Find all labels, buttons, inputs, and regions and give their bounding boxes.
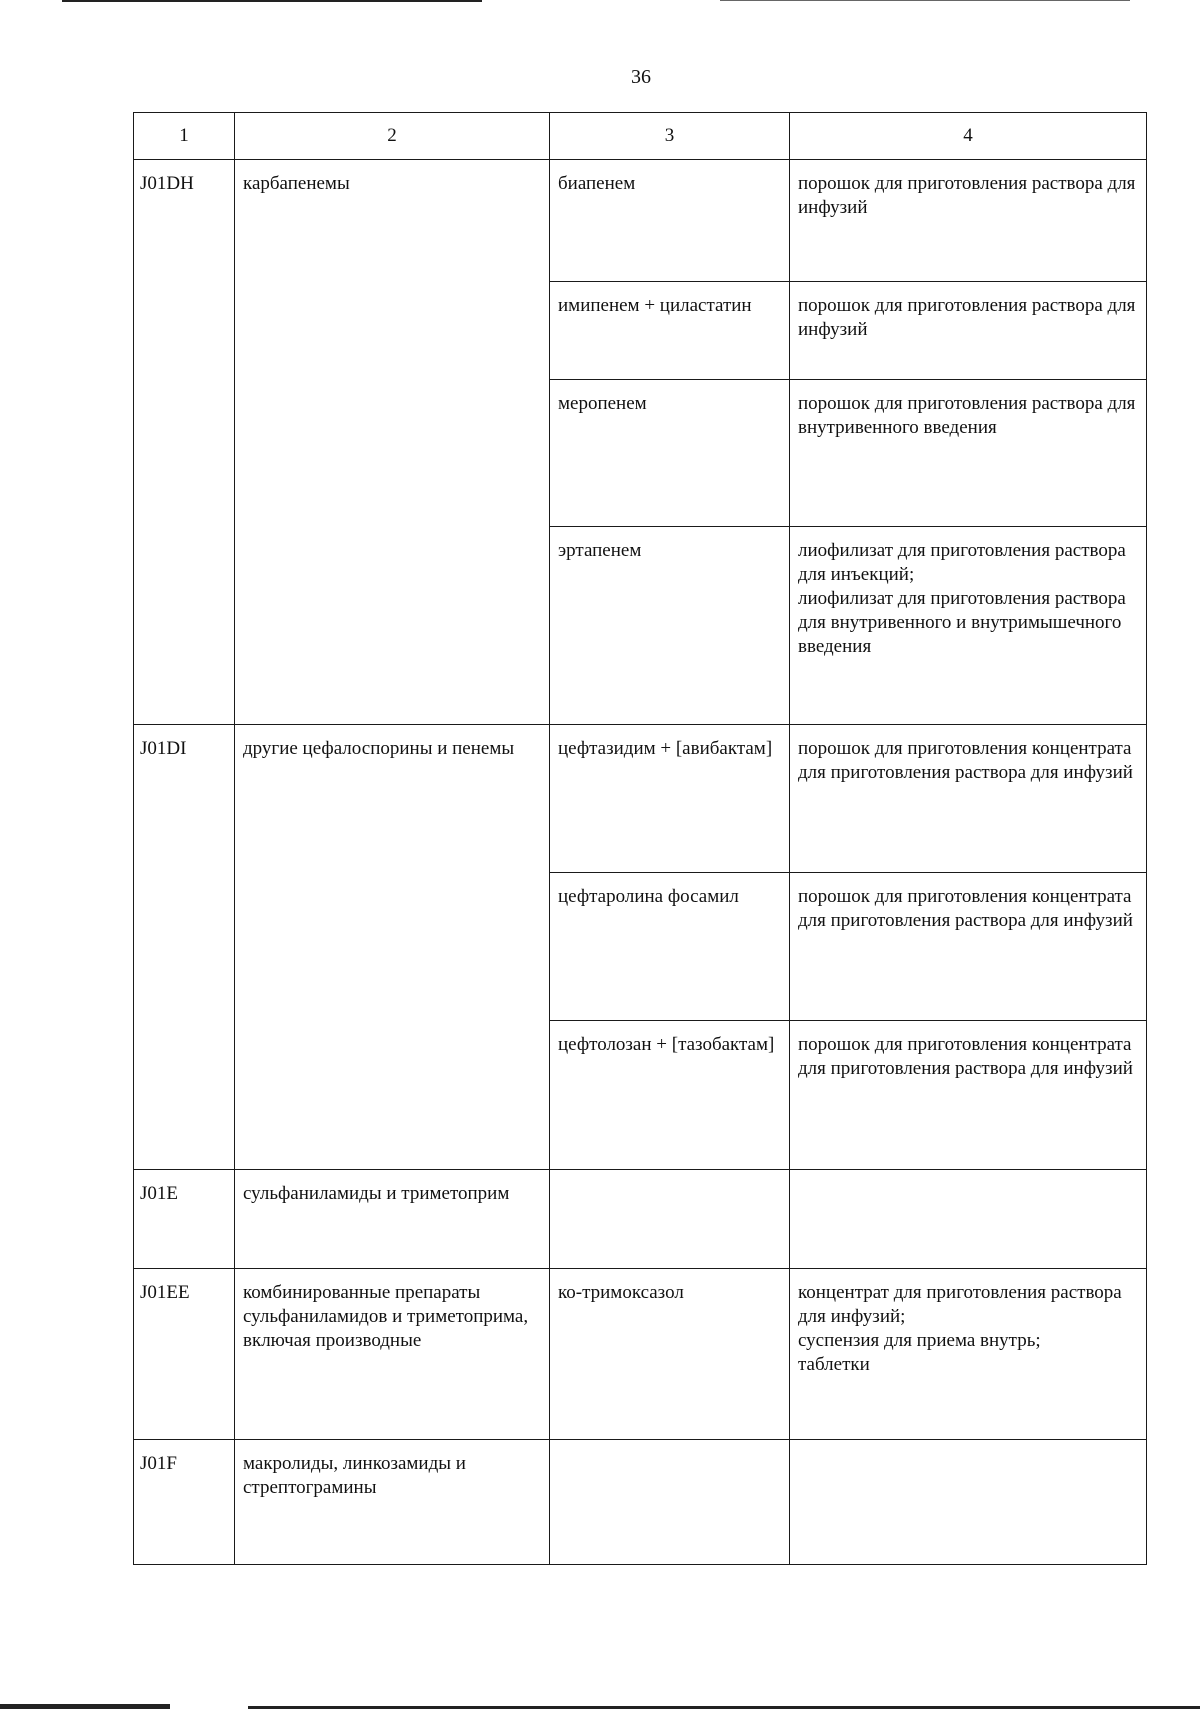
substance: эртапенем [550, 527, 790, 725]
medication-table [133, 112, 1147, 1565]
table-row [134, 1269, 1147, 1440]
substance [550, 1170, 790, 1269]
substance [550, 1440, 790, 1565]
scan-artifact-bottom-right [248, 1706, 1200, 1709]
dosage-form [790, 1170, 1147, 1269]
scan-artifact-top-left [62, 0, 482, 2]
scan-artifact-bottom-left [0, 1704, 170, 1709]
table-row [134, 1440, 1147, 1565]
substance: цефтазидим + [авибактам] [550, 725, 790, 873]
substance: ко-тримоксазол [550, 1269, 790, 1440]
group-name: комбинированные препараты сульфаниламидов и триметоприма, включая производные [235, 1269, 550, 1440]
group-name: макролиды, линкозамиды и стрептограмины [235, 1440, 550, 1565]
page-number: 36 [631, 66, 651, 88]
dosage-form: порошок для приготовления раствора для внутривенного введения [790, 380, 1147, 527]
substance: меропенем [550, 380, 790, 527]
header-col-1: 1 [134, 113, 235, 160]
scan-artifact-top-right [720, 0, 1130, 1]
dosage-form [790, 1440, 1147, 1565]
table-row [134, 160, 1147, 282]
dosage-form: порошок для приготовления раствора для инфузий [790, 282, 1147, 380]
dosage-form: концентрат для приготовления раствора для инфузий; суспензия для приема внутрь; таблетки [790, 1269, 1147, 1440]
dosage-form: лиофилизат для приготовления раствора для инъекций; лиофилизат для приготовления раствора для внутривенного и внутримышечного введения [790, 527, 1147, 725]
group-name: другие цефалоспорины и пенемы [235, 725, 550, 1170]
dosage-form: порошок для приготовления концентрата для приготовления раствора для инфузий [790, 725, 1147, 873]
group-name: сульфаниламиды и триметоприм [235, 1170, 550, 1269]
atc-code: J01DI [134, 725, 235, 1170]
substance: биапенем [550, 160, 790, 282]
dosage-form: порошок для приготовления раствора для инфузий [790, 160, 1147, 282]
dosage-form: порошок для приготовления концентрата для приготовления раствора для инфузий [790, 1021, 1147, 1170]
atc-code: J01F [134, 1440, 235, 1565]
dosage-form: порошок для приготовления концентрата для приготовления раствора для инфузий [790, 873, 1147, 1021]
substance: цефтолозан + [тазобактам] [550, 1021, 790, 1170]
atc-code: J01DH [134, 160, 235, 725]
atc-code: J01E [134, 1170, 235, 1269]
header-col-2: 2 [235, 113, 550, 160]
header-col-4: 4 [790, 113, 1147, 160]
table-row [134, 1170, 1147, 1269]
group-name: карбапенемы [235, 160, 550, 725]
substance: цефтаролина фосамил [550, 873, 790, 1021]
table-header-row [134, 113, 1147, 160]
substance: имипенем + циластатин [550, 282, 790, 380]
atc-code: J01EE [134, 1269, 235, 1440]
table-row [134, 725, 1147, 873]
header-col-3: 3 [550, 113, 790, 160]
